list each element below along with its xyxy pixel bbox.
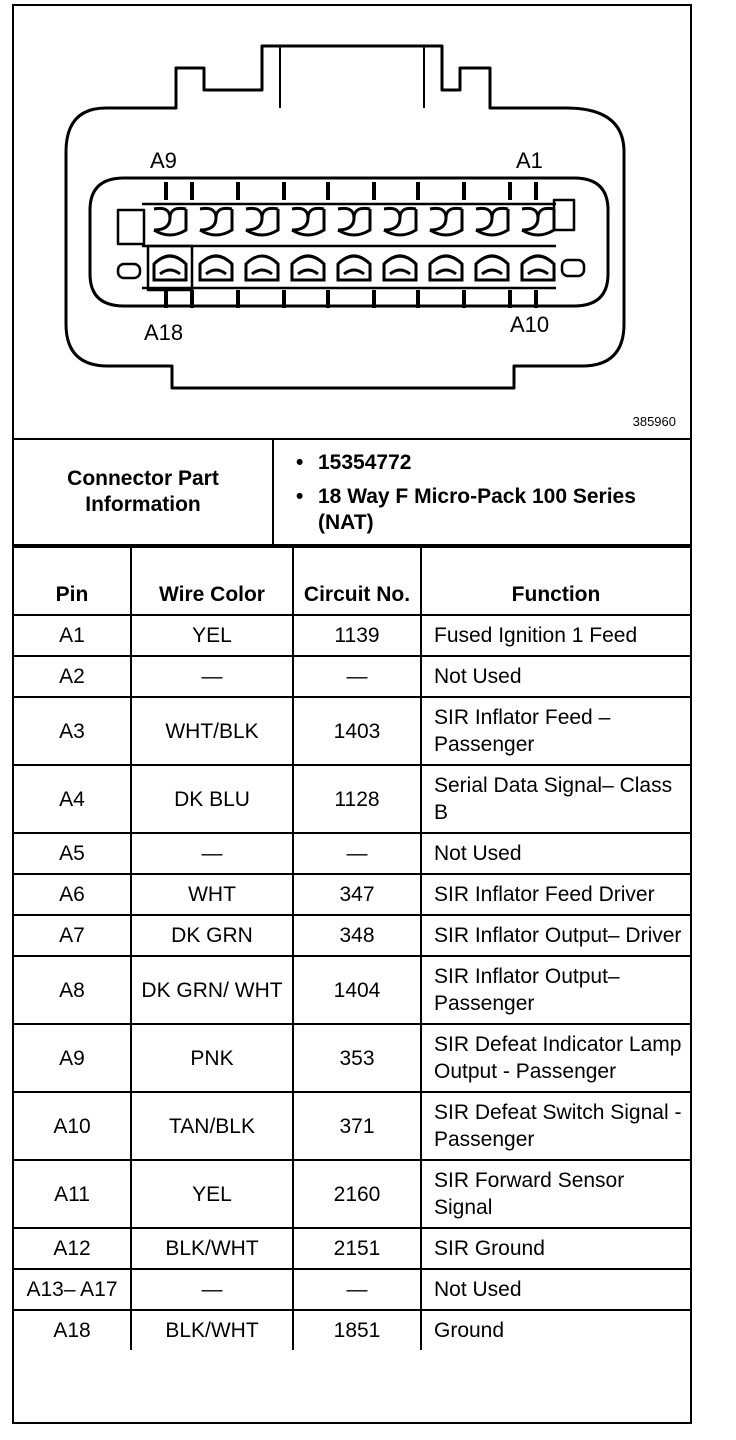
terminal-cavities xyxy=(154,208,554,280)
pin-cell: A9 xyxy=(14,1024,131,1092)
circuit-cell: — xyxy=(293,1269,421,1310)
header-circuit: Circuit No. xyxy=(293,547,421,615)
wire-color-cell: WHT xyxy=(131,874,293,915)
connector-diagram xyxy=(14,6,690,438)
function-cell: SIR Inflator Feed –Passenger xyxy=(421,697,690,765)
table-row xyxy=(14,1160,690,1228)
circuit-cell: — xyxy=(293,833,421,874)
function-cell: SIR Defeat Switch Signal - Passenger xyxy=(421,1092,690,1160)
pin-cell: A18 xyxy=(14,1310,131,1350)
wire-color-cell: DK GRN xyxy=(131,915,293,956)
wire-color-cell: YEL xyxy=(131,615,293,656)
header-function: Function xyxy=(421,547,690,615)
wire-color-cell: WHT/BLK xyxy=(131,697,293,765)
circuit-cell: 2160 xyxy=(293,1160,421,1228)
circuit-cell: 1851 xyxy=(293,1310,421,1350)
table-row xyxy=(14,656,690,697)
pin-table-body xyxy=(14,615,690,1350)
pin-cell: A13– A17 xyxy=(14,1269,131,1310)
pin-cell: A8 xyxy=(14,956,131,1024)
wire-color-cell: BLK/WHT xyxy=(131,1228,293,1269)
wire-color-cell: — xyxy=(131,833,293,874)
function-cell: SIR Defeat Indicator Lamp Output - Passenger xyxy=(421,1024,690,1092)
pin-cell: A3 xyxy=(14,697,131,765)
function-cell: Not Used xyxy=(421,833,690,874)
circuit-cell: 1403 xyxy=(293,697,421,765)
function-cell: Not Used xyxy=(421,1269,690,1310)
wire-color-cell: — xyxy=(131,1269,293,1310)
connector-info-label: Connector Part Information xyxy=(14,440,274,544)
pin-table xyxy=(14,546,690,1350)
table-row xyxy=(14,697,690,765)
pin-cell: A6 xyxy=(14,874,131,915)
table-row xyxy=(14,1310,690,1350)
circuit-cell: 371 xyxy=(293,1092,421,1160)
table-row xyxy=(14,1092,690,1160)
label-a9: A9 xyxy=(150,148,177,173)
wire-color-cell: DK GRN/ WHT xyxy=(131,956,293,1024)
connector-type: • 18 Way F Micro-Pack 100 Series (NAT) xyxy=(318,484,690,536)
table-row xyxy=(14,1269,690,1310)
wire-color-cell: PNK xyxy=(131,1024,293,1092)
wire-color-cell: BLK/WHT xyxy=(131,1310,293,1350)
pin-table-header xyxy=(14,547,690,615)
pin-cell: A7 xyxy=(14,915,131,956)
function-cell: SIR Ground xyxy=(421,1228,690,1269)
circuit-cell: 347 xyxy=(293,874,421,915)
function-cell: SIR Inflator Output– Driver xyxy=(421,915,690,956)
header-pin: Pin xyxy=(14,547,131,615)
function-cell: Not Used xyxy=(421,656,690,697)
table-row xyxy=(14,1024,690,1092)
connector-info xyxy=(14,438,690,546)
circuit-cell: 1128 xyxy=(293,765,421,833)
table-row xyxy=(14,765,690,833)
table-row xyxy=(14,874,690,915)
page-frame xyxy=(12,4,692,1424)
label-a18: A18 xyxy=(144,320,184,345)
label-a1: A1 xyxy=(516,148,543,173)
circuit-cell: 2151 xyxy=(293,1228,421,1269)
function-cell: Fused Ignition 1 Feed xyxy=(421,615,690,656)
wire-color-cell: TAN/BLK xyxy=(131,1092,293,1160)
part-number: • 15354772 xyxy=(318,450,690,476)
wire-color-cell: — xyxy=(131,656,293,697)
wire-color-cell: YEL xyxy=(131,1160,293,1228)
connector-info-list xyxy=(274,440,690,544)
pin-cell: A4 xyxy=(14,765,131,833)
circuit-cell: 1404 xyxy=(293,956,421,1024)
function-cell: SIR Inflator Feed Driver xyxy=(421,874,690,915)
pin-cell: A5 xyxy=(14,833,131,874)
header-wire-color: Wire Color xyxy=(131,547,293,615)
circuit-cell: — xyxy=(293,656,421,697)
function-cell: SIR Inflator Output– Passenger xyxy=(421,956,690,1024)
pin-cell: A1 xyxy=(14,615,131,656)
table-row xyxy=(14,915,690,956)
wire-color-cell: DK BLU xyxy=(131,765,293,833)
table-row xyxy=(14,1228,690,1269)
table-row xyxy=(14,615,690,656)
table-row xyxy=(14,833,690,874)
pin-cell: A10 xyxy=(14,1092,131,1160)
figure-id: 385960 xyxy=(632,414,676,429)
label-a10: A10 xyxy=(510,312,550,337)
connector-drawing xyxy=(14,6,690,438)
function-cell: Serial Data Signal– Class B xyxy=(421,765,690,833)
circuit-cell: 353 xyxy=(293,1024,421,1092)
function-cell: Ground xyxy=(421,1310,690,1350)
function-cell: SIR Forward Sensor Signal xyxy=(421,1160,690,1228)
table-row xyxy=(14,956,690,1024)
pin-cell: A2 xyxy=(14,656,131,697)
circuit-cell: 348 xyxy=(293,915,421,956)
pin-cell: A12 xyxy=(14,1228,131,1269)
pin-cell: A11 xyxy=(14,1160,131,1228)
circuit-cell: 1139 xyxy=(293,615,421,656)
